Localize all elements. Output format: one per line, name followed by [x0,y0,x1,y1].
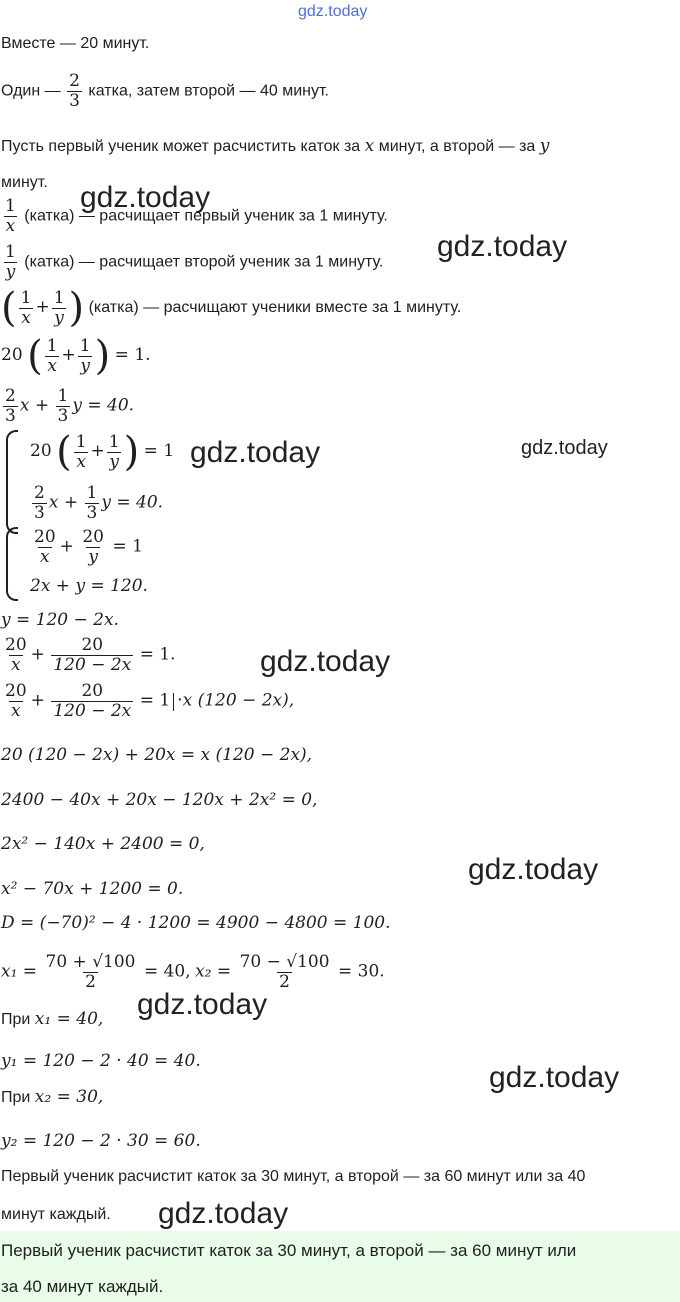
answer-box [0,1231,680,1302]
system-eq-4: 2x + y = 120. [30,576,148,596]
watermark: gdz.today [190,436,321,469]
equation-a: $\frac{20}{x}$ + $\frac{20}{120 - 2x}$ = 1. [5,635,176,675]
discriminant-line: D = (−70)² − 4 · 1200 = 4900 − 4800 = 100. [1,913,391,933]
fraction-1-x: $\frac{1}{x}$ [5,196,16,236]
watermark: gdz.today [80,181,211,214]
watermark: gdz.today [437,230,568,263]
rate-together-text: (катка) — расчищают ученики вместе за 1 минуту. [88,299,462,317]
y1-line: y₁ = 120 − 2 · 40 = 40. [1,1051,201,1071]
equation-2: $\frac{2}{3}$ x + $\frac{1}{3}$ y = 40. [5,386,135,426]
together-line: Вместе — 20 минут. [1,35,150,52]
let-first-line [1,136,549,157]
var-y: y [539,136,550,156]
expand-line-2: 2400 − 40x + 20x − 120x + 2x² = 0, [1,790,318,810]
quadratic-line-2: x² − 70x + 1200 = 0. [1,879,184,899]
fraction-two-thirds: $\frac{2}{3}$ [69,71,80,111]
minutes-line: минут. [1,174,48,191]
system-eq-2: $\frac{2}{3}$ x + $\frac{1}{3}$ y = 40. [34,483,164,523]
when-x2-line: При x₂ = 30, [1,1087,104,1107]
watermark: gdz.today [468,853,599,886]
one-label: Один — [1,82,61,100]
expand-line-1: 20 (120 − 2x) + 20x = x (120 − 2x), [1,745,313,765]
watermark: gdz.today [158,1197,289,1230]
system-eq-3: $\frac{20}{x}$ + $\frac{20}{y}$ = 1 [34,527,143,567]
var-x: x [364,136,375,156]
system-brace-2 [6,527,18,601]
y-substitution: y = 120 − 2x. [1,610,119,630]
answer-line-1: Первый ученик расчистит каток за 30 минут, а второй — за 60 минут или [1,1241,577,1260]
first-then-second-text: катка, затем второй — 40 минут. [88,82,329,100]
rate-second-text: (катка) — расчищает второй ученик за 1 минуту. [24,253,384,271]
watermark: gdz.today [260,645,391,678]
watermark: gdz.today [137,988,268,1021]
y2-line: y₂ = 120 − 2 · 30 = 60. [1,1131,201,1151]
cut-off-line [0,124,680,132]
answer-line-2: за 40 минут каждый. [1,1277,164,1296]
conclusion-line-2: минут каждый. [1,1206,111,1223]
roots-line: x₁ = $\frac{70 + √100}{2}$ = 40, x₂ = $\frac{70 - √100}{2}$ = 30. [1,952,385,992]
watermark-top: gdz.today [298,3,368,20]
rate-together-line: ( $\frac{1}{x}$ + $\frac{1}{y}$ ) (катка) — расчищают ученики вместе за 1 минуту. [1,285,462,331]
rate-second-line [1,243,383,282]
watermark: gdz.today [521,437,608,459]
rate-first-text: (катка) — расчищает первый ученик за 1 минуту. [24,207,388,225]
equation-1: 20 ( $\frac{1}{x}$ + $\frac{1}{y}$ ) = 1. [1,333,151,379]
first-then-second-line [1,72,329,111]
equation-b: $\frac{20}{x}$ + $\frac{20}{120 - 2x}$ = 1 ·x (120 − 2x), [5,681,295,721]
let-text-a: Пусть первый ученик может расчистить каток за [1,138,361,155]
let-text-b: минут, а второй — за [378,138,536,155]
quadratic-line-1: 2x² − 140x + 2400 = 0, [1,834,205,854]
when-x1-line: При x₁ = 40, [1,1009,104,1029]
system-eq-1: 20 ( $\frac{1}{x}$ + $\frac{1}{y}$ ) = 1 [30,429,175,475]
system-brace-1 [6,430,18,534]
fraction-1-y: $\frac{1}{y}$ [5,242,16,282]
watermark: gdz.today [489,1061,620,1094]
conclusion-line-1: Первый ученик расчистит каток за 30 минут, а второй — за 60 минут или за 40 [1,1168,586,1185]
